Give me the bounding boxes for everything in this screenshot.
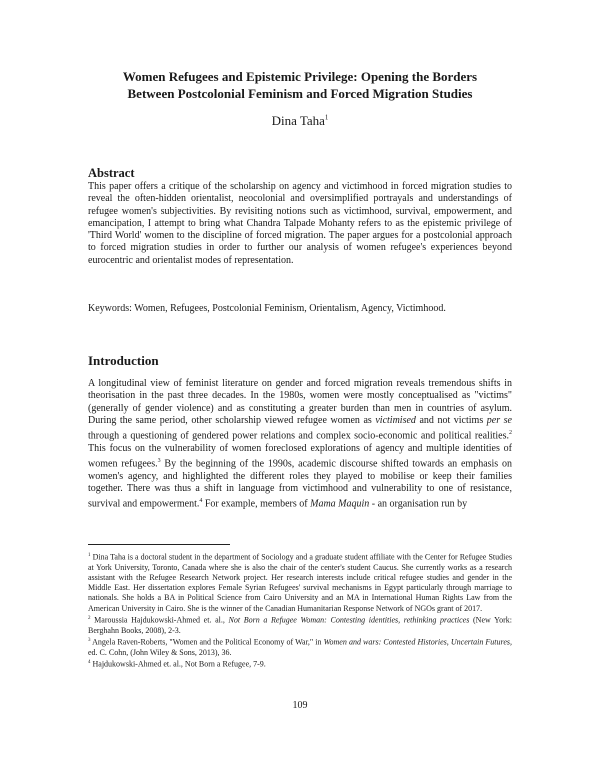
intro-text-3: through a questioning of gendered power relations and complex socio-economic and political realities. bbox=[88, 430, 509, 442]
footnote-3 bbox=[88, 636, 512, 658]
footnote-2-book-title: Not Born a Refugee Woman: Contesting identities, rethinking practices bbox=[228, 615, 470, 625]
introduction-paragraph bbox=[88, 378, 512, 511]
footnote-marker-2[interactable]: 2 bbox=[509, 430, 512, 437]
footnote-2-number: 2 bbox=[88, 615, 91, 621]
footnote-2-text-b: (New York: Berghahn Books, 2008), 2-3. bbox=[88, 615, 512, 635]
page-number: 109 bbox=[292, 700, 308, 711]
intro-text-7: - an organisation run by bbox=[369, 498, 468, 510]
author-footnote-marker[interactable]: 1 bbox=[324, 113, 329, 122]
footnote-marker-4[interactable]: 4 bbox=[199, 498, 203, 505]
intro-text-5: By the beginning of the 1990s, academic discourse shifted towards an emphasis on women's agency, and highlighted the different roles they played to mobilise or keep their families together. There was thus a shift in language from victimhood and vulnerability to one of resistance, survival and empowerment. bbox=[88, 458, 512, 510]
footnote-3-text-a: Angela Raven-Roberts, "Women and the Political Economy of War," in bbox=[92, 637, 324, 647]
author-name: Dina Taha bbox=[271, 113, 325, 128]
author-line bbox=[0, 113, 600, 129]
intro-text-4: This focus on the vulnerability of women foreclosed explorations of agency and multiple identities of women refugees. bbox=[88, 442, 512, 470]
title-line-2: Between Postcolonial Feminism and Forced Migration Studies bbox=[127, 86, 473, 101]
title-line-1: Women Refugees and Epistemic Privilege: Opening the Borders bbox=[122, 69, 478, 84]
abstract-heading: Abstract bbox=[88, 166, 135, 180]
footnote-4-number: 4 bbox=[88, 660, 91, 665]
footnote-3-number: 3 bbox=[88, 637, 91, 643]
footnote-2 bbox=[88, 614, 512, 636]
footnote-3-book-title: Women and wars: Contested Histories, Uncertain Futures, bbox=[323, 637, 512, 647]
footnote-1-number: 1 bbox=[88, 553, 91, 558]
footnote-divider bbox=[88, 544, 230, 545]
footnote-1 bbox=[88, 551, 512, 614]
footnote-marker-3[interactable]: 3 bbox=[157, 458, 161, 465]
footnote-1-text: Dina Taha is a doctoral student in the department of Sociology and a graduate student affiliate with the Center for Refugee Studies at York University, Toronto, Canada where she is also the chair of the center's student Caucus. She currently works as a research assistant with the Refugee Research Network project. Her research interests include critical refugee studies and gender in the Middle East. Her dissertation explores Female Syrian Refugees' survival mechanisms in Egypt particularly through marriage to nationals. She holds a BA in Political Science from Cairo University and an MA in International Human Rights Law from the American University in Cairo. She is the winner of the Canadian Humanitarian Response Network of NGOs grant of 2017. bbox=[88, 552, 513, 613]
introduction-heading: Introduction bbox=[88, 353, 159, 368]
footnotes bbox=[88, 551, 512, 670]
keywords bbox=[88, 303, 512, 315]
intro-text-1: A longitudinal view of feminist literature on gender and forced migration reveals tremendous shifts in theorisation in the past three decades. In the 1980s, women were mostly conceptualised as "victims" (generally of gender violence) and as constituting a greater burden than men in countries of asylum. During the same period, other scholarship viewed refugee women as bbox=[88, 378, 512, 426]
intro-emphasis-mama-maquin: Mama Maquin bbox=[310, 498, 370, 510]
footnote-4-text: Hajdukowski-Ahmed et. al., Not Born a Refugee, 7-9. bbox=[92, 659, 266, 669]
footnote-3-text-b: ed. C. Cohn, (John Wiley & Sons, 2013), 36. bbox=[88, 647, 232, 657]
keywords-text: Women, Refugees, Postcolonial Feminism, Orientalism, Agency, Victimhood. bbox=[134, 303, 446, 314]
abstract-text: This paper offers a critique of the scholarship on agency and victimhood in forced migration studies to reveal the often-hidden orientalist, neocolonial and oversimplified portrayals and understandings of refugee women's subjectivities. By revisiting notions such as victimhood, survival, empowerment, and emancipation, I attempt to bring what Chandra Talpade Mohanty refers to as the epistemic privilege of 'Third World' women to the discipline of forced migration. The paper argues for a postcolonial approach to forced migration studies in order to further our analysis of women refugee's experiences beyond eurocentric and orientalist modes of representation. bbox=[88, 181, 512, 266]
footnote-2-text-a: Maroussia Hajdukowski-Ahmed et. al., bbox=[94, 615, 229, 625]
intro-emphasis-per-se: per se bbox=[486, 414, 512, 426]
intro-text-6: For example, members of bbox=[202, 498, 311, 510]
keywords-label: Keywords: bbox=[88, 303, 132, 314]
footnote-4 bbox=[88, 658, 512, 670]
intro-text-2: and not victims bbox=[415, 414, 487, 426]
paper-title bbox=[60, 68, 540, 102]
intro-emphasis-victimised: victimised bbox=[375, 414, 416, 426]
